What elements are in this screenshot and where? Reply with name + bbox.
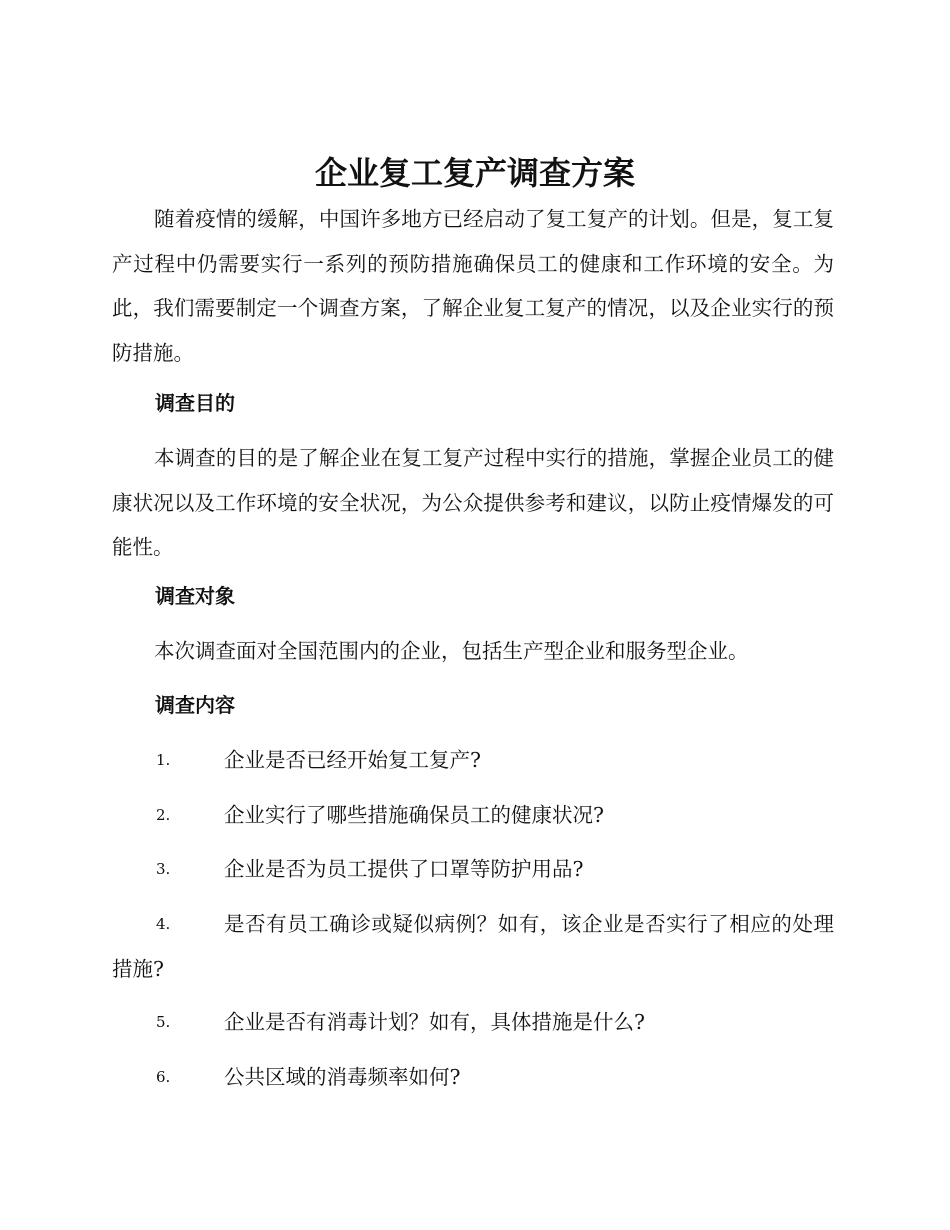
list-item-text: 企业是否已经开始复工复产? bbox=[224, 748, 481, 772]
list-item-number: 1. bbox=[156, 751, 171, 769]
list-item-text: 是否有员工确诊或疑似病例？如有，该企业是否实行了相应的处理措施? bbox=[112, 912, 834, 981]
section-heading-purpose: 调查目的 bbox=[155, 391, 235, 415]
list-item bbox=[112, 902, 834, 991]
section-heading-content: 调查内容 bbox=[155, 693, 235, 717]
list-item-number: 2. bbox=[156, 806, 171, 824]
list-item-text: 企业是否有消毒计划？如有，具体措施是什么? bbox=[224, 1010, 645, 1034]
list-item-text: 公共区域的消毒频率如何? bbox=[224, 1065, 461, 1089]
list-item-text: 企业是否为员工提供了口罩等防护用品? bbox=[224, 857, 584, 881]
list-item-number: 5. bbox=[156, 1013, 171, 1031]
list-item-number: 4. bbox=[156, 915, 171, 933]
list-item bbox=[112, 738, 834, 783]
section-body-purpose: 本调查的目的是了解企业在复工复产过程中实行的措施，掌握企业员工的健康状况以及工作环境的安全状况，为公众提供参考和建议，以防止疫情爆发的可能性。 bbox=[112, 446, 834, 559]
list-item-text: 企业实行了哪些措施确保员工的健康状况? bbox=[224, 803, 604, 827]
section-heading-target: 调查对象 bbox=[155, 584, 235, 608]
list-item bbox=[112, 1055, 834, 1100]
list-item bbox=[112, 793, 834, 838]
document-title: 企业复工复产调查方案 bbox=[314, 154, 635, 192]
list-item-number: 6. bbox=[156, 1068, 171, 1086]
list-item bbox=[112, 847, 834, 892]
section-body-target: 本次调查面对全国范围内的企业，包括生产型企业和服务型企业。 bbox=[154, 639, 749, 663]
intro-paragraph: 随着疫情的缓解，中国许多地方已经启动了复工复产的计划。但是，复工复产过程中仍需要实行一系列的预防措施确保员工的健康和工作环境的安全。为此，我们需要制定一个调查方案，了解企业复工复产的情况，以及企业实行的预防措施。 bbox=[112, 207, 834, 365]
list-item bbox=[112, 1000, 834, 1045]
list-item-number: 3. bbox=[156, 860, 171, 878]
